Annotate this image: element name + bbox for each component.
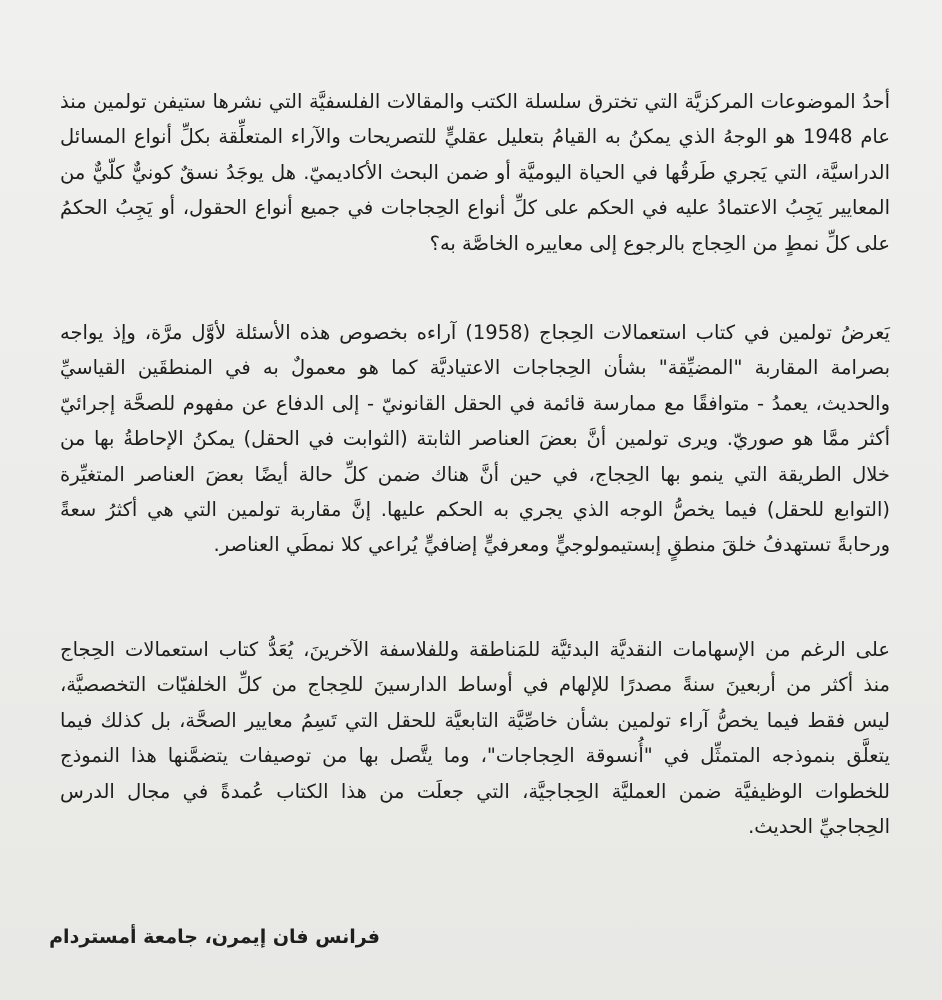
paragraph-line: على كلِّ نمطٍ من الحِجاج بالرجوع إلى معاييره الخاصَّة به؟ — [429, 231, 890, 255]
paragraph-line: يَعرضُ تولمين في كتاب استعمالات الحِجاج (1958) آراءه بخصوص هذه الأسئلة لأوَّل مرَّة، وإذ يواجه — [60, 321, 890, 344]
author-signature: فرانس فان إيمرن، جامعة أمستردام — [49, 926, 380, 948]
paragraph-line: أحدُ الموضوعات المركزيَّة التي تخترق سلسلة الكتب والمقالات الفلسفيَّة التي نشرها ستيفن تولمين منذ — [60, 90, 890, 113]
paragraph-3 — [60, 632, 890, 844]
paragraph-line: بصرامة المقاربة "المضيِّقة" بشأن الحِجاجات الاعتياديَّة كما هو معمولٌ به في المنطقَين القياسيِّ — [60, 356, 890, 380]
paragraph-line: والحديث، يعمدُ - متوافقًا مع ممارسة قائمة في الحقل القانونيّ - إلى الدفاع عن مفهوم للصحَّة إجرائيّ — [60, 391, 890, 415]
paragraph-line: الدراسيَّة، التي يَجري طَرقُها في الحياة اليوميَّة أو ضمن البحث الأكاديميّ. هل يوجَدُ نسقٌ كونيٌّ كلّيٌّ من — [60, 160, 890, 184]
paragraph-line: عام 1948 هو الوجهُ الذي يمكنُ به القيامُ بتعليل عقليٍّ للتصريحات والآراء المتعلِّقة بكلِّ أنواع المسائل — [60, 125, 890, 149]
paragraph-line: خلال الطريقة التي ينمو بها الحِجاج، في حين أنَّ هناك ضمن كلِّ حالة أيضًا بعضَ العناصر المتغيِّرة — [60, 462, 890, 486]
paragraph-line: ورحابةً تستهدفُ خلقَ منطقٍ إبستيمولوجيٍّ ومعرفيٍّ إضافيٍّ يُراعي كلا نمطَي العناصر. — [213, 533, 890, 557]
paragraph-line: (التوابع للحقل) فيما يخصُّ الوجه الذي يجري به الحكم عليها. إنَّ مقاربة تولمين التي هي أكثرُ سعةً — [60, 498, 890, 522]
paragraph-2 — [60, 315, 890, 563]
paragraph-line: أكثر ممَّا هو صوريّ. ويرى تولمين أنَّ بعضَ العناصر الثابتة (الثوابت في الحقل) يمكنُ الإحاطةُ بها من — [60, 427, 890, 451]
paragraph-line: على الرغم من الإسهامات النقديَّة البدئيَّة للمَناطقة وللفلاسفة الآخرينَ، يُعَدُّ كتاب استعمالات الحِجاج — [60, 638, 890, 661]
paragraph-1 — [60, 84, 890, 261]
paragraph-line: للخطوات الوظيفيَّة ضمن العمليَّة الحِجاجيَّة، التي جعلَت من هذا الكتاب عُمدةً في مجال الدرس — [60, 779, 890, 803]
paragraph-line: ليس فقط فيما يخصُّ آراء تولمين بشأن خاصِّيَّة التابعيَّة للحقل التي تَسِمُ معايير الصحَّة، بل كذلك فيما — [60, 708, 890, 732]
paragraph-line: منذ أكثر من أربعينَ سنةً مصدرًا للإلهام في أوساط الدارسينَ للحِجاج من كلِّ الخلفيّات التخصصيَّة، — [60, 673, 890, 697]
paragraph-line: الحِجاجيِّ الحديث. — [748, 815, 890, 839]
paragraph-line: يتعلَّق بنموذجه المتمثِّل في "أُنسوقة الحِجاجات"، وما يتَّصل بها من توصيفات يتضمَّنها هذا النموذج — [60, 744, 890, 768]
paragraph-line: المعايير يَجِبُ الاعتمادُ عليه في الحكم على كلِّ أنواع الحِجاجات في جميع أنواع الحقول، أو يَجِبُ الحكمُ — [60, 196, 890, 220]
